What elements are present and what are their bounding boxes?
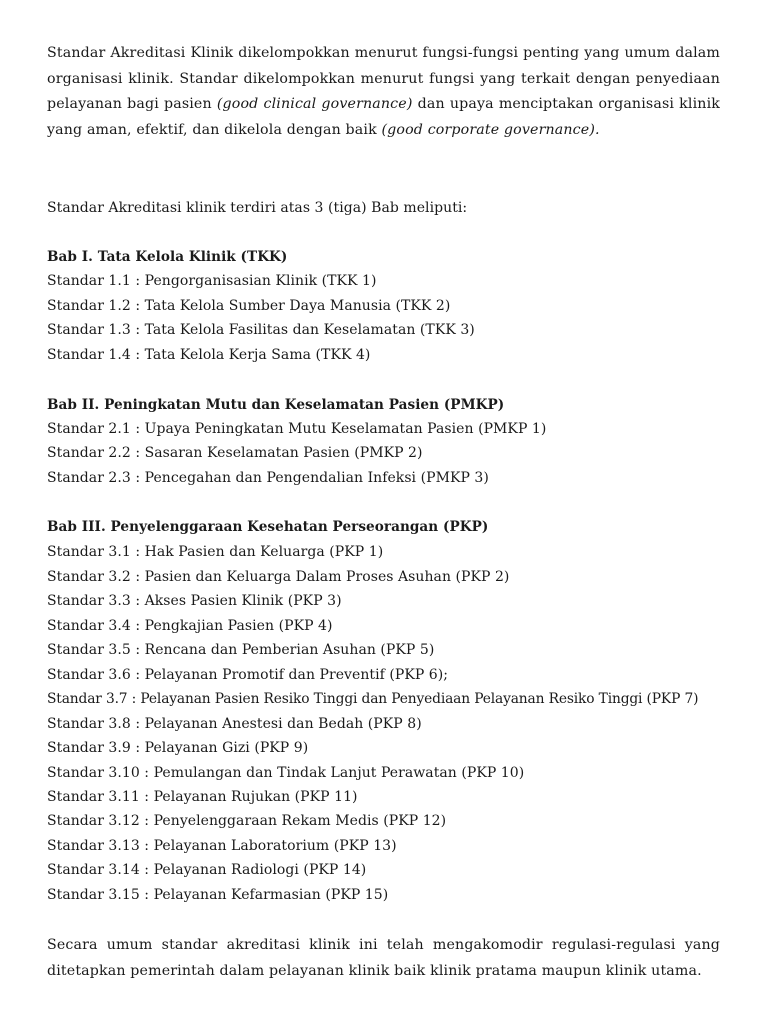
list-item: Standar 2.3 : Pencegahan dan Pengendalian Infeksi (PMKP 3) — [47, 470, 489, 486]
list-item: Standar 3.9 : Pelayanan Gizi (PKP 9) — [47, 740, 309, 756]
intro-paragraph — [47, 41, 720, 143]
list-item: Standar 3.11 : Pelayanan Rujukan (PKP 11) — [47, 789, 358, 805]
list-item: Standar 1.4 : Tata Kelola Kerja Sama (TKK 4) — [47, 347, 371, 363]
list-item: Standar 3.5 : Rencana dan Pemberian Asuhan (PKP 5) — [47, 642, 435, 658]
list-item: Standar 3.13 : Pelayanan Laboratorium (PKP 13) — [47, 838, 397, 854]
intro-text-b: dan upaya menciptakan organisasi klinik yang aman, efektif, dan dikelola dengan baik — [47, 96, 721, 138]
list-item: Standar 2.1 : Upaya Peningkatan Mutu Keselamatan Pasien (PMKP 1) — [47, 421, 547, 437]
list-item: Standar 3.3 : Akses Pasien Klinik (PKP 3) — [47, 593, 342, 609]
list-item: Standar 2.2 : Sasaran Keselamatan Pasien (PMKP 2) — [47, 445, 423, 461]
bab3-heading: Bab III. Penyelenggaraan Kesehatan Perseorangan (PKP) — [47, 519, 489, 535]
bab2-heading: Bab II. Peningkatan Mutu dan Keselamatan Pasien (PMKP) — [47, 397, 505, 413]
bab1-heading: Bab I. Tata Kelola Klinik (TKK) — [47, 249, 288, 265]
list-item: Standar 3.15 : Pelayanan Kefarmasian (PKP 15) — [47, 887, 389, 903]
list-item: Standar 1.2 : Tata Kelola Sumber Daya Manusia (TKK 2) — [47, 298, 451, 314]
list-item: Standar 3.7 : Pelayanan Pasien Resiko Tinggi dan Penyediaan Pelayanan Resiko Tinggi (PKP 7) — [47, 691, 699, 707]
intro-emphasis-corporate: (good corporate governance). — [381, 121, 600, 138]
list-item: Standar 3.6 : Pelayanan Promotif dan Preventif (PKP 6); — [47, 667, 449, 683]
list-item: Standar 1.3 : Tata Kelola Fasilitas dan Keselamatan (TKK 3) — [47, 322, 475, 338]
closing-paragraph: Secara umum standar akreditasi klinik ini telah mengakomodir regulasi-regulasi yang ditetapkan pemerintah dalam pelayanan klinik baik klinik pratama maupun klinik utama. — [47, 937, 720, 979]
list-item: Standar 3.4 : Pengkajian Pasien (PKP 4) — [47, 618, 333, 634]
intro-emphasis-clinical: (good clinical governance) — [216, 96, 413, 113]
chapters-summary: Standar Akreditasi klinik terdiri atas 3 (tiga) Bab meliputi: — [47, 200, 468, 216]
list-item: Standar 1.1 : Pengorganisasian Klinik (TKK 1) — [47, 273, 377, 289]
list-item: Standar 3.12 : Penyelenggaraan Rekam Medis (PKP 12) — [47, 813, 447, 829]
list-item: Standar 3.10 : Pemulangan dan Tindak Lanjut Perawatan (PKP 10) — [47, 765, 525, 781]
intro-text-a: Standar Akreditasi Klinik dikelompokkan menurut fungsi-fungsi penting yang umum dalam organisasi klinik. Standar dikelompokkan menurut fungsi yang terkait dengan penyediaan pelayanan bagi pasien — [47, 45, 720, 113]
list-item: Standar 3.14 : Pelayanan Radiologi (PKP 14) — [47, 862, 367, 878]
list-item: Standar 3.1 : Hak Pasien dan Keluarga (PKP 1) — [47, 544, 384, 560]
list-item: Standar 3.2 : Pasien dan Keluarga Dalam Proses Asuhan (PKP 2) — [47, 569, 510, 585]
list-item: Standar 3.8 : Pelayanan Anestesi dan Bedah (PKP 8) — [47, 716, 422, 732]
